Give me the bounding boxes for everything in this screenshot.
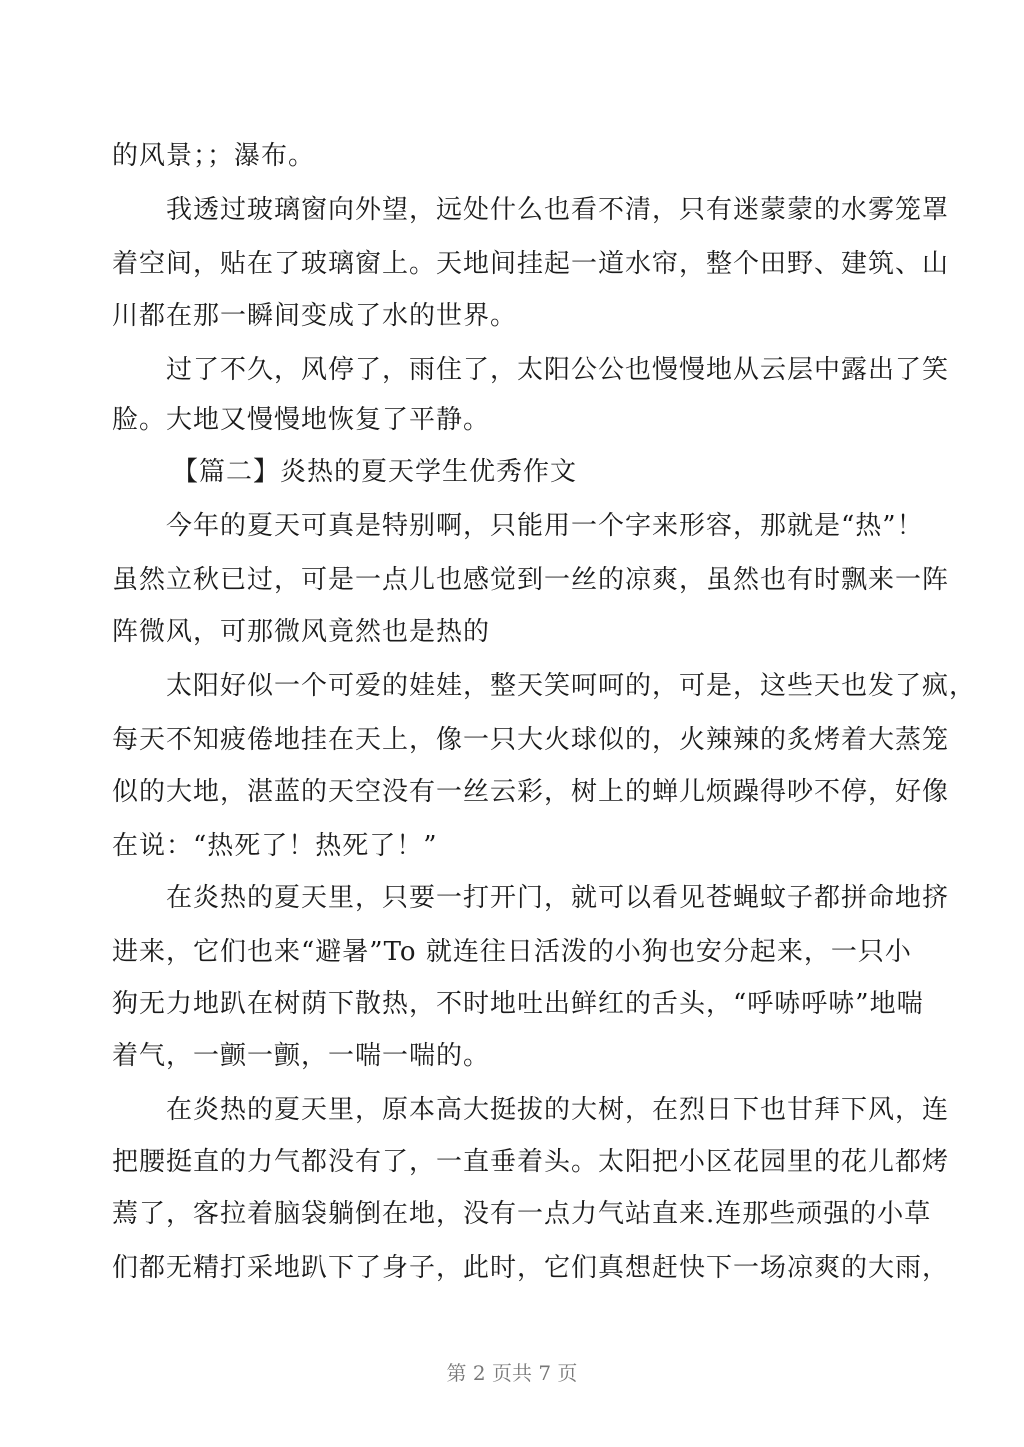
text-line: 把腰挺直的力气都没有了，一直垂着头。太阳把小区花园里的花儿都烤 — [112, 1147, 950, 1177]
page-number-footer: 第 2 页共 7 页 — [446, 1361, 578, 1385]
text-line: 的风景；；瀑布。 — [112, 141, 316, 171]
paragraph-first-line: 在炎热的夏天里，原本高大挺拔的大树，在烈日下也甘拜下风，连 — [166, 1095, 950, 1125]
text-line: 在说：“热死了！热死了！” — [112, 831, 438, 861]
paragraph-first-line: 太阳好似一个可爱的娃娃，整天笑呵呵的，可是，这些天也发了疯， — [166, 671, 977, 701]
text-line: 蔫了，客拉着脑袋躺倒在地，没有一点力气站直来.连那些顽强的小草 — [112, 1199, 932, 1229]
paragraph-first-line: 今年的夏天可真是特别啊，只能用一个字来形容，那就是“热”！ — [166, 511, 924, 541]
text-line: 着气，一颤一颤，一喘一喘的。 — [112, 1041, 491, 1071]
text-line: 着空间，贴在了玻璃窗上。天地间挂起一道水帘，整个田野、建筑、山 — [112, 249, 950, 279]
text-line: 似的大地，湛蓝的天空没有一丝云彩，树上的蝉儿烦躁得吵不停，好像 — [112, 777, 950, 807]
text-line: 进来，它们也来“避暑”To 就连往日活泼的小狗也安分起来，一只小 — [112, 937, 912, 967]
paragraph-first-line: 我透过玻璃窗向外望，远处什么也看不清，只有迷蒙蒙的水雾笼罩 — [166, 195, 950, 225]
paragraph-first-line: 在炎热的夏天里，只要一打开门，就可以看见苍蝇蚊子都拼命地挤 — [166, 883, 950, 913]
text-line: 阵微风，可那微风竟然也是热的 — [112, 617, 491, 647]
text-line: 脸。大地又慢慢地恢复了平静。 — [112, 405, 491, 435]
text-line: 每天不知疲倦地挂在天上，像一只大火球似的，火辣辣的炙烤着大蒸笼 — [112, 725, 950, 755]
section-heading: 【篇二】炎热的夏天学生优秀作文 — [172, 457, 578, 487]
text-line: 虽然立秋已过，可是一点儿也感觉到一丝的凉爽，虽然也有时飘来一阵 — [112, 565, 950, 595]
text-line: 狗无力地趴在树荫下散热，不时地吐出鲜红的舌头，“呼哧呼哧”地喘 — [112, 989, 924, 1019]
paragraph-first-line: 过了不久，风停了，雨住了，太阳公公也慢慢地从云层中露出了笑 — [166, 355, 950, 385]
text-line: 川都在那一瞬间变成了水的世界。 — [112, 301, 518, 331]
text-line: 们都无精打采地趴下了身子，此时，它们真想赶快下一场凉爽的大雨， — [112, 1253, 950, 1283]
